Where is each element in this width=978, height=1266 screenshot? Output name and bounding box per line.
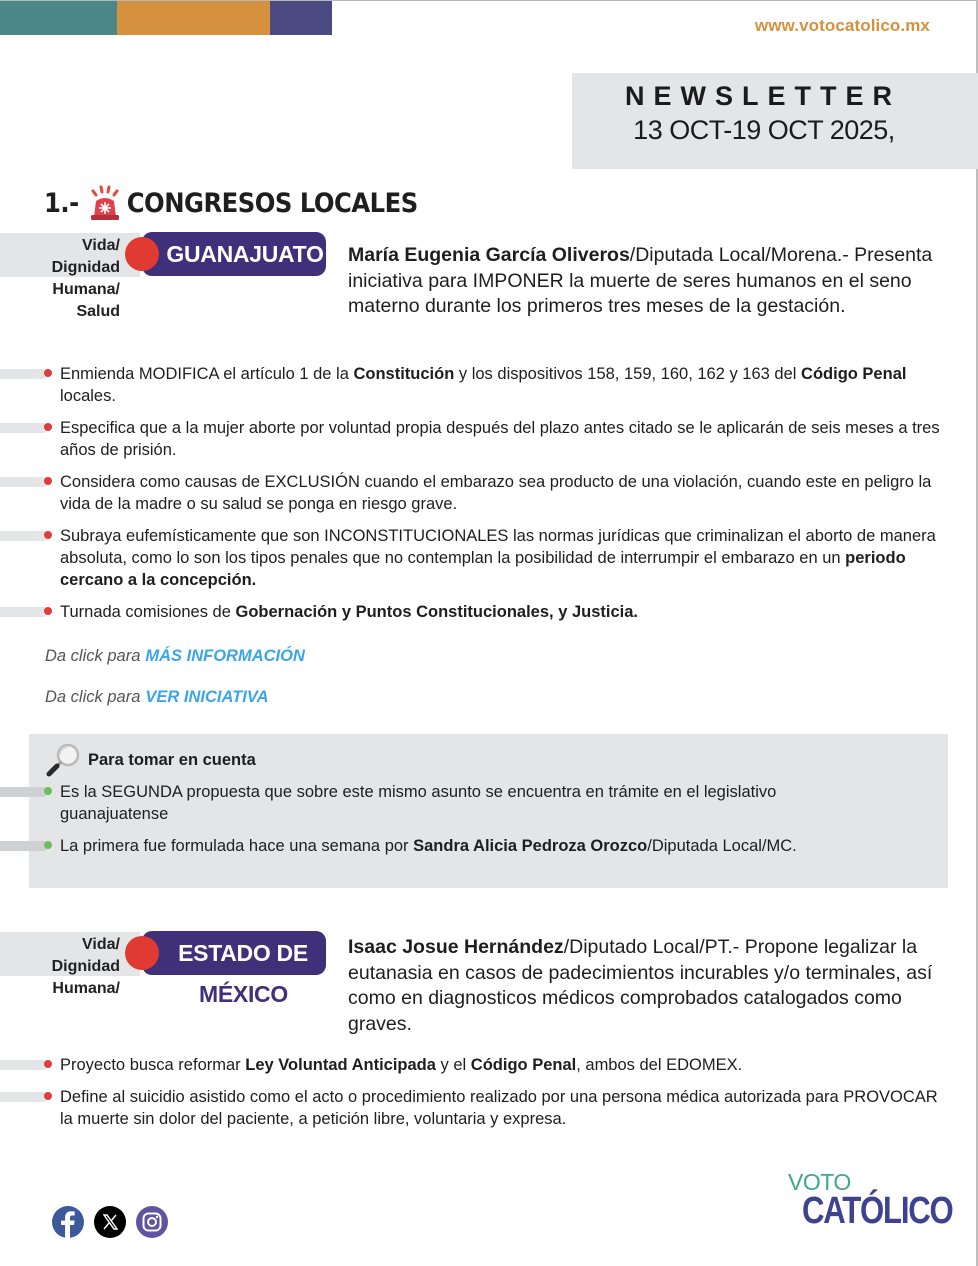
view-initiative-link[interactable]: VER INICIATIVA [145,688,269,706]
bullet-text [60,417,940,461]
note-heading [44,741,256,779]
bullet-dot [44,369,52,377]
lead-text: /Diputado Local/PT.- Propone legalizar la eutanasia en casos de padecimientos incurables y/o terminales, así como en diagnosticos médicos comprobados catalogados como graves. [348,936,933,1035]
section-heading [44,185,418,221]
magnifier-icon [44,741,82,779]
bullet-dot [44,531,52,539]
legislator-name: Isaac Josue Hernández [348,936,564,958]
teal-bar [0,1,117,35]
purple-bar [270,1,332,35]
section-number: 1.- [44,187,79,219]
text-run: locales. [60,387,116,405]
bullet-line [0,1092,48,1102]
text-run: Es la SEGUNDA propuesta que sobre este mismo asunto se encuentra en trámite en el legislativo guanajuatense [60,783,777,823]
site-url-link[interactable]: www.votocatolico.mx [754,16,930,35]
entry-lead [348,935,938,1037]
text-run: Proyecto busca reformar [60,1056,246,1074]
text-run: Define al suicidio asistido como el acto o procedimiento realizado por una persona médica autorizada para PROVOCAR la muerte sin dolor del paciente, a petición libre, voluntaria y expresa. [60,1088,938,1128]
bullet-text [60,363,940,407]
click-prefix: Da click para [45,688,141,706]
orange-bar [117,1,270,35]
logo-bottom-text: CATÓLICO [802,1190,953,1232]
bold-text: periodo cercano a la concepción. [60,549,906,589]
text-run: y el [435,1056,471,1074]
bold-text: Constitución [353,365,455,383]
category-line: Humana/ [52,281,120,298]
bullet-line [0,531,48,541]
more-info-link[interactable]: MÁS INFORMACIÓN [145,647,305,665]
text-run: Turnada comisiones de [60,603,236,621]
bullet-text [60,1054,940,1076]
bullet-text [60,781,840,825]
text-run: Especifica que a la mujer aborte por voluntad propia después del plazo antes citado se le aplicarán de seis meses a tres años de prisión. [60,419,940,459]
bold-text: Sandra Alicia Pedroza Orozco [413,837,648,855]
state-name-continued: MÉXICO [199,981,288,1007]
bullet-text [60,471,940,515]
bold-text: Gobernación y Puntos Constitucionales, y Justicia. [235,603,638,621]
brand-color-bars [0,1,332,35]
category-label [0,235,120,323]
text-run: , ambos del EDOMEX. [576,1056,743,1074]
state-badge-estado-de-mexico [142,931,326,975]
category-line: Humana/ [52,980,120,997]
bullet-line [0,787,48,797]
bullet-dot [44,477,52,485]
newsletter-date-range: 13 OCT-19 OCT 2025, [633,115,895,145]
entry-lead [348,243,938,320]
state-name: ESTADO DE [178,939,308,966]
text-run: /Diputada Local/MC. [647,837,797,855]
siren-icon [85,185,125,221]
legislator-name: María Eugenia García Oliveros [348,244,630,266]
voto-catolico-logo [788,1169,978,1232]
state-dot [125,936,159,970]
instagram-icon[interactable] [136,1206,168,1238]
bullet-dot [44,841,52,849]
category-line: Dignidad [51,958,120,975]
text-run: Considera como causas de EXCLUSIÓN cuando el embarazo sea producto de una violación, cuando este en peligro la vida de la madre o su salud se ponga en riesgo grave. [60,473,932,513]
text-run: y los dispositivos 158, 159, 160, 162 y 163 del [454,365,802,383]
section-title-text: CONGRESOS LOCALES [126,187,418,219]
bullet-text [60,601,940,623]
category-line: Salud [76,303,120,320]
newsletter-title: NEWSLETTER [625,81,901,111]
text-run: Subraya eufemísticamente que son INCONSTITUCIONALES las normas jurídicas que criminalizan el aborto de manera absoluta, como lo son los tipos penales que no contemplan la posibilidad de interrumpir el embarazo en un [60,527,936,567]
bullet-line [0,477,48,487]
bullet-line [0,1060,48,1070]
bullet-line [0,841,48,851]
view-initiative-row [45,688,269,707]
bullet-dot [44,1060,52,1068]
x-icon[interactable] [94,1206,126,1238]
social-links [52,1206,168,1238]
note-title: Para tomar en cuenta [88,750,256,769]
state-badge-guanajuato [142,232,326,276]
facebook-icon[interactable] [52,1206,84,1238]
category-line: Dignidad [51,259,120,276]
more-info-row [45,647,305,666]
text-run: Enmienda MODIFICA el artículo 1 de la [60,365,354,383]
logo-top-text: VOTO [788,1169,851,1195]
bullet-text [60,835,940,857]
bullet-dot [44,423,52,431]
bullet-dot [44,1092,52,1100]
bullet-line [0,423,48,433]
category-line: Vida/ [82,237,120,254]
click-prefix: Da click para [45,647,141,665]
state-name: GUANAJUATO [166,240,324,267]
bullet-text [60,525,940,591]
category-line: Vida/ [82,936,120,953]
bold-text: Código Penal [470,1056,577,1074]
text-run: La primera fue formulada hace una semana por [60,837,414,855]
bullet-dot [44,787,52,795]
bullet-line [0,607,48,617]
state-dot [125,237,159,271]
bold-text: Ley Voluntad Anticipada [245,1056,436,1074]
bold-text: Código Penal [801,365,907,383]
lead-text: /Diputada Local/Morena.- Presenta iniciativa para IMPONER la muerte de seres humanos en el seno materno durante los primeros tres meses de la gestación. [348,244,933,317]
bullet-text [60,1086,940,1130]
newsletter-header-box [572,73,978,169]
category-label [0,934,120,1000]
bullet-dot [44,607,52,615]
bullet-line [0,369,48,379]
